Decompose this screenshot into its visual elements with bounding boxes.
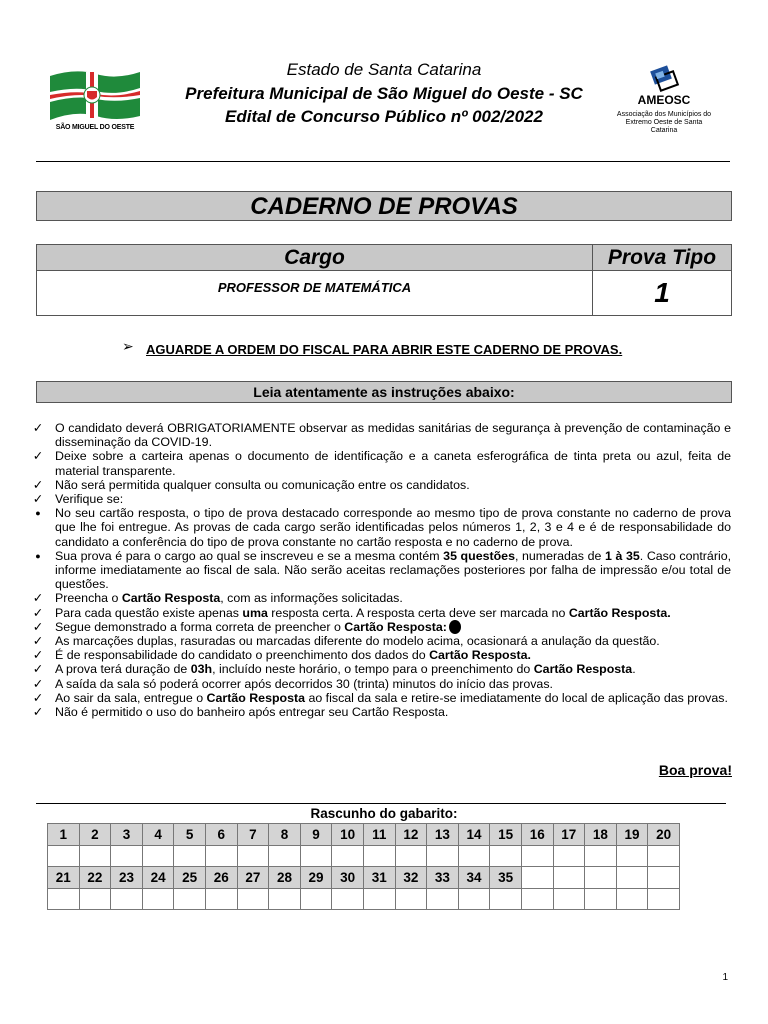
instruction-item [31, 648, 731, 662]
instruction-text: Sua prova é para o cargo ao qual se inscreveu e se a mesma contém [55, 548, 444, 563]
ameosc-logo-name: AMEOSC [637, 93, 691, 107]
cargo-value: PROFESSOR DE MATEMÁTICA [37, 271, 593, 315]
instruction-item [31, 506, 731, 549]
checkmark-icon: ✓ [32, 449, 44, 464]
instruction-text: , numeradas de [514, 548, 606, 563]
checkmark-icon: ✓ [32, 477, 44, 492]
question-number-cell: 11 [363, 824, 395, 846]
instruction-item [31, 691, 731, 705]
question-number-cell: 3 [111, 824, 143, 846]
instruction-text: , com as informações solicitadas. [220, 591, 403, 606]
instruction-text: Para cada questão existe apenas [55, 605, 243, 620]
question-number-cell: 32 [395, 867, 427, 889]
question-number-cell: 20 [648, 824, 680, 846]
question-number-cell: 19 [616, 824, 648, 846]
rascunho-divider [36, 803, 726, 804]
instruction-text: É de responsabilidade do candidato o preenchimento dos dados do [55, 648, 430, 663]
question-number-cell [521, 867, 553, 889]
instruction-text: Preencha o [55, 591, 122, 606]
instruction-text: Não é permitido o uso do banheiro após entregar seu Cartão Resposta. [55, 705, 449, 720]
checkmark-icon: ✓ [32, 421, 44, 435]
answer-cell [395, 889, 427, 910]
answer-cell [205, 889, 237, 910]
answer-cell [521, 889, 553, 910]
answer-cell [490, 889, 522, 910]
instruction-text: No seu cartão resposta, o tipo de prova destacado corresponde ao mesmo tipo de prova constante no caderno de prova que lhe foi entregue. As provas de cada cargo serão identificadas pelos números 1, 2, 3 e 4 e é de responsabilidade do candidato a conferência do tipo de prova constante no cartão resposta e no caderno de prova. [55, 506, 731, 549]
wait-notice: AGUARDE A ORDEM DO FISCAL PARA ABRIR ESTE CADERNO DE PROVAS. [146, 342, 623, 357]
checkmark-icon: ✓ [32, 690, 44, 705]
instruction-item [31, 606, 731, 620]
question-number-cell: 25 [174, 867, 206, 889]
checkmark-icon: ✓ [32, 662, 44, 677]
bullet-icon: ● [35, 508, 41, 519]
checkmark-icon: ✓ [32, 492, 44, 507]
instruction-text: A prova terá duração de [55, 662, 191, 677]
question-number-cell: 16 [521, 824, 553, 846]
question-number-cell: 27 [237, 867, 269, 889]
answer-cell [490, 846, 522, 867]
instruction-text: Deixe sobre a carteira apenas o documento de identificação e a caneta esferográfica de tinta preta ou azul, feita de material transparente. [55, 449, 731, 478]
checkmark-icon: ✓ [32, 605, 44, 620]
instruction-text: Cartão Resposta. [429, 648, 531, 663]
answer-cell [79, 846, 111, 867]
grid-row-answers-1 [48, 846, 680, 867]
question-number-cell: 33 [427, 867, 459, 889]
instruction-item [31, 662, 731, 676]
grid-row-answers-2 [48, 889, 680, 910]
prova-tipo-value: 1 [654, 277, 670, 308]
question-number-cell: 28 [269, 867, 301, 889]
question-number-cell: 23 [111, 867, 143, 889]
answer-cell [142, 846, 174, 867]
question-number-cell: 5 [174, 824, 206, 846]
answer-cell [48, 889, 80, 910]
answer-cell [521, 846, 553, 867]
instructions-header: Leia atentamente as instruções abaixo: [36, 381, 732, 403]
question-number-cell: 29 [300, 867, 332, 889]
question-number-cell: 7 [237, 824, 269, 846]
question-number-cell: 26 [205, 867, 237, 889]
instruction-text: O candidato deverá OBRIGATORIAMENTE observar as medidas sanitárias de segurança à prevenção de contaminação e disseminação da COVID-19. [55, 421, 731, 450]
instruction-text: As marcações duplas, rasuradas ou marcadas diferente do modelo acima, ocasionará a anulação da questão. [55, 634, 660, 649]
instruction-text: Cartão Resposta [533, 662, 633, 677]
answer-cell [585, 889, 617, 910]
question-number-cell [585, 867, 617, 889]
answer-cell [142, 889, 174, 910]
header-state: Estado de Santa Catarina [286, 60, 482, 79]
closing-text: Boa prova! [658, 762, 732, 778]
answer-cell [269, 846, 301, 867]
question-number-cell: 14 [458, 824, 490, 846]
answer-cell [111, 846, 143, 867]
answer-cell [237, 889, 269, 910]
question-number-cell: 24 [142, 867, 174, 889]
checkmark-icon: ✓ [32, 648, 44, 663]
instruction-text: 35 questões [443, 548, 515, 563]
question-number-cell: 22 [79, 867, 111, 889]
instruction-text: 03h [190, 662, 213, 677]
question-number-cell: 12 [395, 824, 427, 846]
ameosc-logo-icon [646, 64, 682, 94]
header-edital: Edital de Concurso Público nº 002/2022 [225, 107, 543, 126]
question-number-cell: 10 [332, 824, 364, 846]
answer-cell [332, 846, 364, 867]
question-number-cell: 18 [585, 824, 617, 846]
question-number-cell: 9 [300, 824, 332, 846]
question-number-cell: 31 [363, 867, 395, 889]
question-number-cell: 2 [79, 824, 111, 846]
answer-cell [48, 846, 80, 867]
instruction-text: Cartão Resposta [121, 591, 221, 606]
left-logo-caption: SÃO MIGUEL DO OESTE [55, 124, 135, 131]
instruction-item [31, 634, 731, 648]
answer-cell [111, 889, 143, 910]
filled-bubble-icon [449, 620, 461, 634]
answer-cell [553, 889, 585, 910]
answer-cell [332, 889, 364, 910]
answer-cell [363, 846, 395, 867]
answer-cell [300, 889, 332, 910]
question-number-cell: 13 [427, 824, 459, 846]
page-number: 1 [722, 972, 728, 983]
instruction-text: , incluído neste horário, o tempo para o preenchimento do [212, 662, 534, 677]
question-number-cell: 1 [48, 824, 80, 846]
answer-cell [616, 889, 648, 910]
instruction-text: Segue demonstrado a forma correta de preencher o [55, 619, 345, 634]
answer-cell [553, 846, 585, 867]
instructions-list [31, 421, 731, 719]
answer-cell [458, 889, 490, 910]
answer-cell [616, 846, 648, 867]
checkmark-icon: ✓ [32, 591, 44, 606]
question-number-cell [616, 867, 648, 889]
instruction-item [31, 421, 731, 449]
instruction-item [31, 620, 731, 634]
answer-cell [395, 846, 427, 867]
rascunho-grid [47, 823, 680, 910]
question-number-cell: 4 [142, 824, 174, 846]
question-number-cell [553, 867, 585, 889]
instruction-text: . [632, 662, 636, 677]
instruction-text: Cartão Resposta: [344, 619, 447, 634]
answer-cell [458, 846, 490, 867]
answer-cell [79, 889, 111, 910]
question-number-cell [648, 867, 680, 889]
instruction-item [31, 492, 731, 506]
answer-cell [174, 846, 206, 867]
instruction-text: Cartão Resposta [206, 690, 306, 705]
checkmark-icon: ✓ [32, 676, 44, 691]
answer-cell [427, 889, 459, 910]
instruction-text: Verifique se: [55, 492, 124, 507]
question-number-cell: 15 [490, 824, 522, 846]
header-divider [36, 161, 730, 162]
instruction-text: 1 à 35 [605, 548, 640, 563]
grid-row-numbers-1 [48, 824, 680, 846]
instruction-text: Não será permitida qualquer consulta ou comunicação entre os candidatos. [55, 477, 470, 492]
answer-cell [585, 846, 617, 867]
answer-cell [237, 846, 269, 867]
answer-cell [427, 846, 459, 867]
instruction-item [31, 478, 731, 492]
question-number-cell: 30 [332, 867, 364, 889]
instruction-text: resposta certa. A resposta certa deve ser marcada no [267, 605, 569, 620]
instruction-item [31, 549, 731, 592]
question-number-cell: 35 [490, 867, 522, 889]
answer-cell [648, 846, 680, 867]
prova-tipo-header: Prova Tipo [593, 245, 731, 271]
answer-cell [300, 846, 332, 867]
answer-cell [269, 889, 301, 910]
question-number-cell: 34 [458, 867, 490, 889]
bullet-icon: ● [35, 550, 41, 561]
question-number-cell: 6 [205, 824, 237, 846]
rascunho-title: Rascunho do gabarito: [310, 806, 458, 821]
instruction-text: Ao sair da sala, entregue o [55, 690, 207, 705]
checkmark-icon: ✓ [32, 705, 44, 720]
checkmark-icon: ✓ [32, 619, 44, 634]
document-title: CADERNO DE PROVAS [36, 191, 732, 221]
cargo-header: Cargo [37, 245, 593, 271]
header-prefeitura: Prefeitura Municipal de São Miguel do Oeste - SC [185, 84, 583, 103]
instruction-item [31, 677, 731, 691]
question-number-cell: 8 [269, 824, 301, 846]
arrow-bullet-icon: ➢ [122, 338, 134, 354]
checkmark-icon: ✓ [32, 634, 44, 649]
instruction-item [31, 591, 731, 605]
answer-cell [174, 889, 206, 910]
answer-cell [205, 846, 237, 867]
cargo-table [36, 244, 732, 316]
instruction-item [31, 705, 731, 719]
question-number-cell: 17 [553, 824, 585, 846]
ameosc-logo-subtitle: Associação dos Municípios do Extremo Oeste de Santa Catarina [616, 111, 712, 134]
instruction-text: ao fiscal da sala e retire-se imediatamente do local de aplicação das provas. [305, 690, 728, 705]
grid-row-numbers-2 [48, 867, 680, 889]
answer-cell [363, 889, 395, 910]
instruction-item [31, 449, 731, 477]
instruction-text: Cartão Resposta. [568, 605, 671, 620]
instruction-text: uma [242, 605, 268, 620]
answer-cell [648, 889, 680, 910]
instruction-text: A saída da sala só poderá ocorrer após decorridos 30 (trinta) minutos do início das provas. [55, 676, 553, 691]
instruction-text: . Caso contrário, informe imediatamente ao fiscal de sala. Não serão aceitas reclamações posteriores por falha de impressão e/ou total de questões. [55, 548, 732, 592]
question-number-cell: 21 [48, 867, 80, 889]
